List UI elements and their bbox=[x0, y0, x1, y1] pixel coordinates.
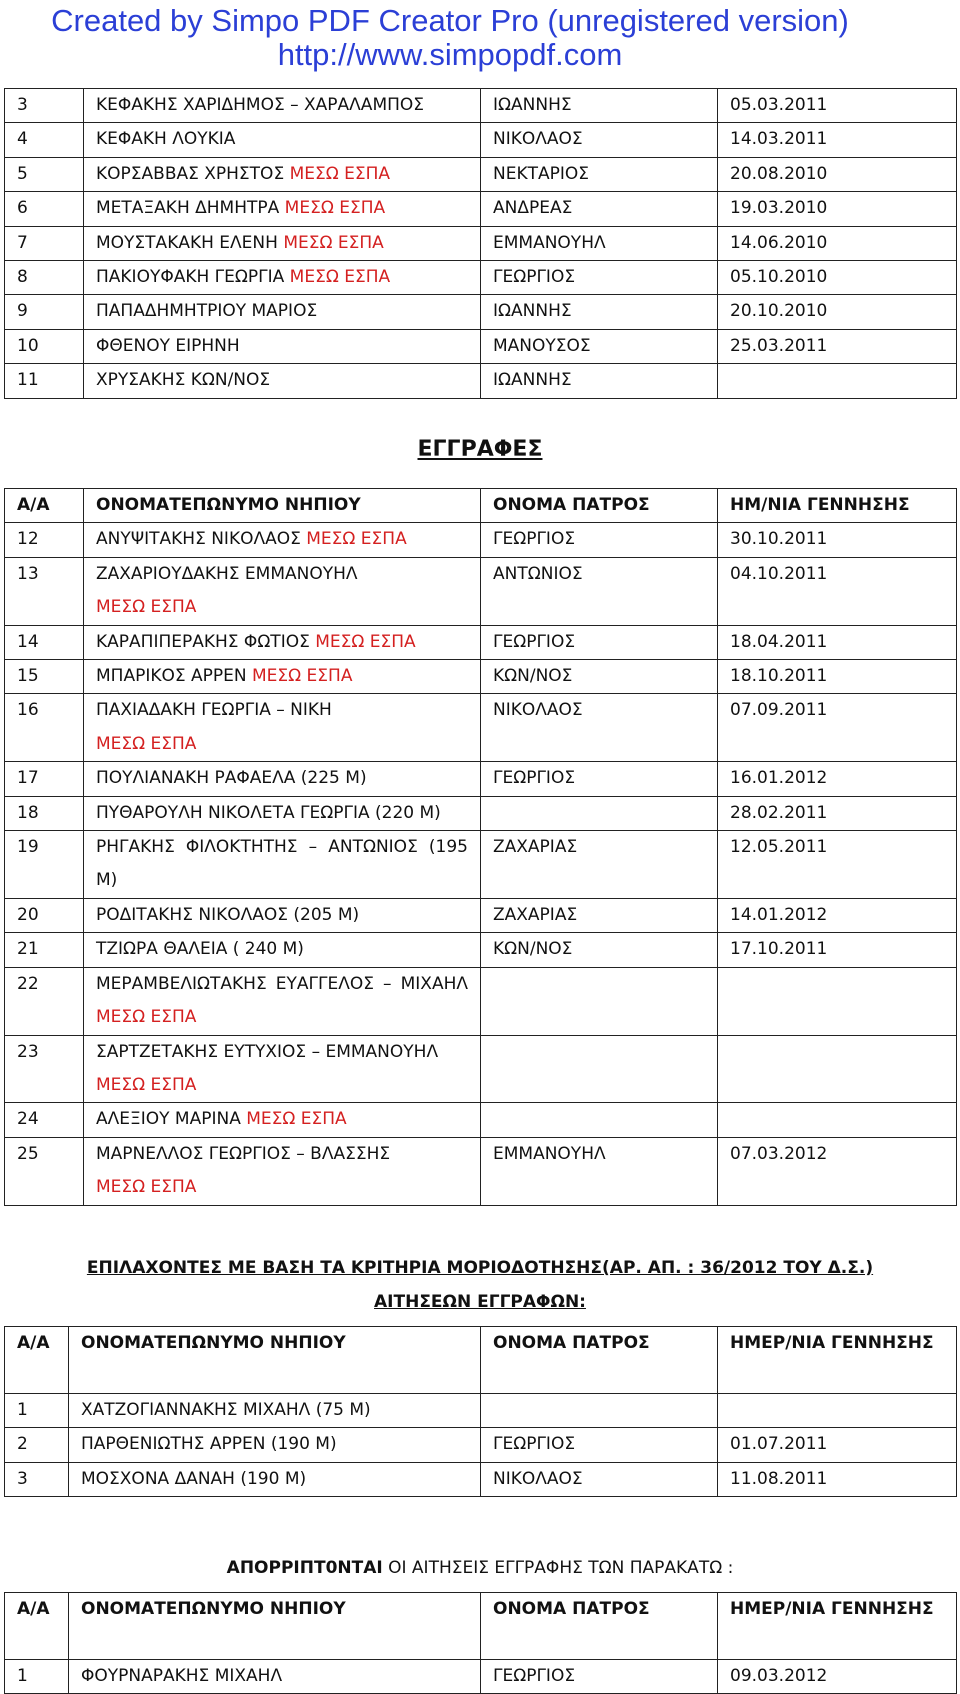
cell-birthdate: 01.07.2011 bbox=[718, 1428, 957, 1462]
cell-birthdate: 30.10.2011 bbox=[718, 523, 957, 557]
cell-aa: 7 bbox=[5, 226, 84, 260]
cell-father bbox=[481, 967, 718, 1035]
cell-birthdate: 05.03.2011 bbox=[718, 89, 957, 123]
table-row bbox=[5, 660, 957, 694]
cell-aa: 2 bbox=[5, 1428, 69, 1462]
cell-name bbox=[84, 557, 481, 625]
col-header-birthdate: ΗΜΕΡ/ΝΙΑ ΓΕΝΝΗΣΗΣ bbox=[718, 1593, 957, 1660]
cell-birthdate: 20.10.2010 bbox=[718, 295, 957, 329]
cell-aa: 16 bbox=[5, 694, 84, 762]
cell-name bbox=[69, 1660, 481, 1694]
cell-birthdate bbox=[718, 967, 957, 1035]
child-name: ΠΑΡΘΕΝΙΩΤΗΣ ΑΡΡΕΝ (190 Μ) bbox=[81, 1434, 337, 1455]
child-name: ΧΑΤΖΟΓΙΑΝΝΑΚΗΣ ΜΙΧΑΗΛ (75 Μ) bbox=[81, 1400, 371, 1420]
cell-father: ΖΑΧΑΡΙΑΣ bbox=[481, 831, 718, 899]
cell-aa: 19 bbox=[5, 831, 84, 899]
child-name: ΡΟΔΙΤΑΚΗΣ ΝΙΚΟΛΑΟΣ (205 Μ) bbox=[96, 904, 360, 925]
rejected-rest: ΟΙ ΑΙΤΗΣΕΙΣ ΕΓΓΡΑΦΗΣ ΤΩΝ ΠΑΡΑΚΑΤΩ : bbox=[382, 1558, 734, 1578]
col-header-father: ΟΝΟΜΑ ΠΑΤΡΟΣ bbox=[481, 1593, 718, 1660]
cell-birthdate: 25.03.2011 bbox=[718, 329, 957, 363]
cell-name bbox=[84, 226, 481, 260]
cell-birthdate: 14.03.2011 bbox=[718, 123, 957, 157]
espa-label: ΜΕΣΩ ΕΣΠΑ bbox=[315, 631, 416, 652]
espa-label: ΜΕΣΩ ΕΣΠΑ bbox=[96, 597, 197, 618]
table-row bbox=[5, 1137, 957, 1205]
cell-father: ΝΙΚΟΛΑΟΣ bbox=[481, 694, 718, 762]
child-name: ΑΛΕΞΙΟΥ ΜΑΡΙΝΑ bbox=[96, 1109, 247, 1130]
cell-father: ΕΜΜΑΝΟΥΗΛ bbox=[481, 226, 718, 260]
cell-name bbox=[84, 1103, 481, 1137]
child-name: ΠΑΚΙΟΥΦΑΚΗ ΓΕΩΡΓΙΑ bbox=[96, 267, 290, 288]
table-row bbox=[5, 295, 957, 329]
cell-birthdate: 12.05.2011 bbox=[718, 831, 957, 899]
espa-label: ΜΕΣΩ ΕΣΠΑ bbox=[96, 733, 197, 754]
child-name: ΜΕΤΑΞΑΚΗ ΔΗΜΗΤΡΑ bbox=[96, 198, 285, 219]
table-row bbox=[5, 226, 957, 260]
cell-birthdate: 14.06.2010 bbox=[718, 226, 957, 260]
cell-name bbox=[69, 1394, 481, 1428]
espa-label: ΜΕΣΩ ΕΣΠΑ bbox=[252, 666, 353, 687]
col-header-aa: Α/Α bbox=[5, 489, 84, 523]
table-row bbox=[5, 364, 957, 398]
cell-father: ΓΕΩΡΓΙΟΣ bbox=[481, 261, 718, 295]
watermark-line2: http://www.simpopdf.com bbox=[277, 37, 623, 72]
cell-aa: 13 bbox=[5, 557, 84, 625]
table-row bbox=[5, 557, 957, 625]
cell-birthdate: 14.01.2012 bbox=[718, 898, 957, 932]
cell-name bbox=[84, 523, 481, 557]
child-name: ΚΕΦΑΚΗ ΛΟΥΚΙΑ bbox=[96, 129, 236, 150]
cell-aa: 4 bbox=[5, 123, 84, 157]
table-row bbox=[5, 123, 957, 157]
cell-birthdate: 05.10.2010 bbox=[718, 261, 957, 295]
table-row bbox=[5, 157, 957, 191]
cell-name bbox=[84, 831, 481, 899]
table-row bbox=[5, 1035, 957, 1103]
cell-aa: 12 bbox=[5, 523, 84, 557]
cell-father: ΖΑΧΑΡΙΑΣ bbox=[481, 898, 718, 932]
espa-label: ΜΕΣΩ ΕΣΠΑ bbox=[283, 232, 384, 253]
cell-birthdate bbox=[718, 364, 957, 398]
cell-aa: 17 bbox=[5, 762, 84, 796]
table-row bbox=[5, 933, 957, 967]
cell-father: ΓΕΩΡΓΙΟΣ bbox=[481, 1660, 718, 1694]
table-row bbox=[5, 192, 957, 226]
cell-birthdate: 07.03.2012 bbox=[718, 1137, 957, 1205]
table-row bbox=[5, 831, 957, 899]
cell-father: ΚΩΝ/ΝΟΣ bbox=[481, 660, 718, 694]
cell-name bbox=[84, 933, 481, 967]
child-name: ΑΝΥΨΙΤΑΚΗΣ ΝΙΚΟΛΑΟΣ bbox=[96, 529, 307, 550]
cell-birthdate: 11.08.2011 bbox=[718, 1462, 957, 1496]
cell-aa: 22 bbox=[5, 967, 84, 1035]
cell-father bbox=[481, 1035, 718, 1103]
child-name: ΚΑΡΑΠΙΠΕΡΑΚΗΣ ΦΩΤΙΟΣ bbox=[96, 631, 316, 652]
cell-birthdate: 04.10.2011 bbox=[718, 557, 957, 625]
cell-name bbox=[84, 364, 481, 398]
child-name: ΣΑΡΤΖΕΤΑΚΗΣ ΕΥΤΥΧΙΟΣ – ΕΜΜΑΝΟΥΗΛ bbox=[96, 1041, 439, 1062]
cell-father: ΓΕΩΡΓΙΟΣ bbox=[481, 523, 718, 557]
cell-aa: 11 bbox=[5, 364, 84, 398]
child-name: ΠΑΧΙΑΔΑΚΗ ΓΕΩΡΓΙΑ – ΝΙΚΗ bbox=[96, 700, 332, 721]
table-row bbox=[5, 625, 957, 659]
espa-label: ΜΕΣΩ ΕΣΠΑ bbox=[284, 198, 386, 219]
cell-name bbox=[84, 967, 481, 1035]
child-name: ΧΡΥΣΑΚΗΣ ΚΩΝ/ΝΟΣ bbox=[96, 370, 271, 391]
child-name: ΚΟΡΣΑΒΒΑΣ ΧΡΗΣΤΟΣ bbox=[96, 163, 290, 184]
cell-name bbox=[84, 660, 481, 694]
cell-aa: 15 bbox=[5, 660, 84, 694]
col-header-father: ΟΝΟΜΑ ΠΑΤΡΟΣ bbox=[481, 489, 718, 523]
cell-name bbox=[84, 1137, 481, 1205]
cell-name bbox=[69, 1428, 481, 1462]
cell-aa: 3 bbox=[5, 89, 84, 123]
col-header-name: ΟΝΟΜΑΤΕΠΩΝΥΜΟ ΝΗΠΙΟΥ bbox=[69, 1327, 481, 1394]
table-row bbox=[5, 1660, 957, 1694]
rejected-label: ΑΠΟΡΡΙΠΤ0ΝΤΑΙ bbox=[226, 1558, 383, 1578]
cell-birthdate: 17.10.2011 bbox=[718, 933, 957, 967]
cell-birthdate bbox=[718, 1394, 957, 1428]
child-name: ΠΥΘΑΡΟΥΛΗ ΝΙΚΟΛΕΤΑ ΓΕΩΡΓΙΑ (220 Μ) bbox=[96, 802, 441, 823]
cell-name bbox=[84, 796, 481, 830]
cell-name bbox=[84, 295, 481, 329]
cell-father: ΕΜΜΑΝΟΥΗΛ bbox=[481, 1137, 718, 1205]
table-row bbox=[5, 1394, 957, 1428]
cell-aa: 6 bbox=[5, 192, 84, 226]
cell-father: ΙΩΑΝΝΗΣ bbox=[481, 295, 718, 329]
espa-label: ΜΕΣΩ ΕΣΠΑ bbox=[289, 163, 391, 184]
child-name: ΚΕΦΑΚΗΣ ΧΑΡΙΔΗΜΟΣ – ΧΑΡΑΛΑΜΠΟΣ bbox=[96, 95, 425, 115]
table-row bbox=[5, 796, 957, 830]
cell-name bbox=[84, 762, 481, 796]
table-row bbox=[5, 898, 957, 932]
cell-father: ΑΝΤΩΝΙΟΣ bbox=[481, 557, 718, 625]
table-row bbox=[5, 694, 957, 762]
col-header-father: ΟΝΟΜΑ ΠΑΤΡΟΣ bbox=[481, 1327, 718, 1394]
child-name: ΡΗΓΑΚΗΣ ΦΙΛΟΚΤΗΤΗΣ – ΑΝΤΩΝΙΟΣ (195 Μ) bbox=[96, 837, 468, 891]
cell-aa: 1 bbox=[5, 1394, 69, 1428]
table-row bbox=[5, 967, 957, 1035]
cell-aa: 18 bbox=[5, 796, 84, 830]
section-title-aporriptontai bbox=[0, 1558, 960, 1578]
cell-birthdate: 19.03.2010 bbox=[718, 192, 957, 226]
cell-birthdate: 20.08.2010 bbox=[718, 157, 957, 191]
cell-birthdate bbox=[718, 1103, 957, 1137]
table-row bbox=[5, 261, 957, 295]
espa-label: ΜΕΣΩ ΕΣΠΑ bbox=[96, 1074, 197, 1095]
espa-label: ΜΕΣΩ ΕΣΠΑ bbox=[289, 267, 391, 288]
section-title-epilaxontes-2: ΑΙΤΗΣΕΩΝ ΕΓΓΡΑΦΩΝ: bbox=[374, 1292, 586, 1312]
cell-name bbox=[84, 89, 481, 123]
watermark-line1: Created by Simpo PDF Creator Pro (unregistered version) bbox=[51, 3, 849, 38]
col-header-birthdate: ΗΜ/ΝΙΑ ΓΕΝΝΗΣΗΣ bbox=[718, 489, 957, 523]
cell-name bbox=[69, 1462, 481, 1496]
cell-birthdate: 18.04.2011 bbox=[718, 625, 957, 659]
cell-name bbox=[84, 898, 481, 932]
cell-aa: 24 bbox=[5, 1103, 84, 1137]
cell-aa: 8 bbox=[5, 261, 84, 295]
cell-father: ΓΕΩΡΓΙΟΣ bbox=[481, 762, 718, 796]
cell-father: ΙΩΑΝΝΗΣ bbox=[481, 364, 718, 398]
child-name: ΜΟΣΧΟΝΑ ΔΑΝΑΗ (190 Μ) bbox=[81, 1468, 307, 1489]
table-row bbox=[5, 1428, 957, 1462]
table-row bbox=[5, 1462, 957, 1496]
cell-birthdate: 28.02.2011 bbox=[718, 796, 957, 830]
col-header-name: ΟΝΟΜΑΤΕΠΩΝΥΜΟ ΝΗΠΙΟΥ bbox=[84, 489, 481, 523]
cell-birthdate: 07.09.2011 bbox=[718, 694, 957, 762]
child-name: ΜΑΡΝΕΛΛΟΣ ΓΕΩΡΓΙΟΣ – ΒΛΑΣΣΗΣ bbox=[96, 1143, 391, 1164]
section-title-eggrafes: ΕΓΓΡΑΦΕΣ bbox=[417, 437, 543, 462]
child-name: ΜΠΑΡΙΚΟΣ ΑΡΡΕΝ bbox=[96, 666, 253, 687]
col-header-aa: Α/Α bbox=[5, 1593, 69, 1660]
cell-birthdate: 18.10.2011 bbox=[718, 660, 957, 694]
cell-father bbox=[481, 796, 718, 830]
child-name: ΠΑΠΑΔΗΜΗΤΡΙΟΥ ΜΑΡΙΟΣ bbox=[96, 301, 318, 322]
cell-aa: 5 bbox=[5, 157, 84, 191]
cell-name bbox=[84, 1035, 481, 1103]
section-title-epilaxontes-1: ΕΠΙΛΑΧΟΝΤΕΣ ΜΕ ΒΑΣΗ ΤΑ ΚΡΙΤΗΡΙΑ ΜΟΡΙΟΔΟΤΗΣΗΣ(ΑΡ. ΑΠ. : 36/2012 ΤΟΥ Δ.Σ.) bbox=[86, 1258, 874, 1278]
child-name: ΠΟΥΛΙΑΝΑΚΗ ΡΑΦΑΕΛΑ (225 Μ) bbox=[96, 768, 367, 789]
cell-name bbox=[84, 123, 481, 157]
cell-name bbox=[84, 192, 481, 226]
cell-aa: 14 bbox=[5, 625, 84, 659]
cell-aa: 23 bbox=[5, 1035, 84, 1103]
cell-aa: 9 bbox=[5, 295, 84, 329]
cell-name bbox=[84, 261, 481, 295]
cell-father: ΙΩΑΝΝΗΣ bbox=[481, 89, 718, 123]
cell-aa: 3 bbox=[5, 1462, 69, 1496]
cell-father: ΝΙΚΟΛΑΟΣ bbox=[481, 1462, 718, 1496]
table-row bbox=[5, 762, 957, 796]
cell-father: ΚΩΝ/ΝΟΣ bbox=[481, 933, 718, 967]
child-name: ΜΕΡΑΜΒΕΛΙΩΤΑΚΗΣ ΕΥΑΓΓΕΛΟΣ – ΜΙΧΑΗΛ bbox=[96, 973, 468, 994]
espa-label: ΜΕΣΩ ΕΣΠΑ bbox=[306, 529, 407, 550]
child-name: ΦΟΥΡΝΑΡΑΚΗΣ ΜΙΧΑΗΛ bbox=[81, 1666, 283, 1686]
col-header-aa: Α/Α bbox=[5, 1327, 69, 1394]
espa-label: ΜΕΣΩ ΕΣΠΑ bbox=[96, 1007, 197, 1028]
cell-father: ΓΕΩΡΓΙΟΣ bbox=[481, 625, 718, 659]
cell-father bbox=[481, 1394, 718, 1428]
cell-birthdate: 16.01.2012 bbox=[718, 762, 957, 796]
cell-name bbox=[84, 157, 481, 191]
cell-father: ΓΕΩΡΓΙΟΣ bbox=[481, 1428, 718, 1462]
espa-label: ΜΕΣΩ ΕΣΠΑ bbox=[96, 1177, 197, 1198]
cell-father: ΑΝΔΡΕΑΣ bbox=[481, 192, 718, 226]
cell-aa: 20 bbox=[5, 898, 84, 932]
col-header-name: ΟΝΟΜΑΤΕΠΩΝΥΜΟ ΝΗΠΙΟΥ bbox=[69, 1593, 481, 1660]
children-table-top bbox=[4, 88, 957, 399]
child-name: ΖΑΧΑΡΙΟΥΔΑΚΗΣ ΕΜΜΑΝΟΥΗΛ bbox=[96, 563, 358, 584]
col-header-birthdate: ΗΜΕΡ/ΝΙΑ ΓΕΝΝΗΣΗΣ bbox=[718, 1327, 957, 1394]
cell-father: ΝΙΚΟΛΑΟΣ bbox=[481, 123, 718, 157]
cell-name bbox=[84, 329, 481, 363]
cell-birthdate: 09.03.2012 bbox=[718, 1660, 957, 1694]
cell-father: ΝΕΚΤΑΡΙΟΣ bbox=[481, 157, 718, 191]
cell-aa: 10 bbox=[5, 329, 84, 363]
cell-name bbox=[84, 625, 481, 659]
rejected-table bbox=[4, 1592, 957, 1694]
cell-aa: 25 bbox=[5, 1137, 84, 1205]
cell-father: ΜΑΝΟΥΣΟΣ bbox=[481, 329, 718, 363]
child-name: ΦΘΕΝΟΥ ΕΙΡΗΝΗ bbox=[96, 335, 240, 356]
runners-up-table bbox=[4, 1326, 957, 1497]
table-row bbox=[5, 329, 957, 363]
child-name: ΜΟΥΣΤΑΚΑΚΗ ΕΛΕΝΗ bbox=[96, 232, 284, 253]
table-row bbox=[5, 523, 957, 557]
cell-name bbox=[84, 694, 481, 762]
table-row bbox=[5, 89, 957, 123]
table-row bbox=[5, 1103, 957, 1137]
enrollments-table bbox=[4, 488, 957, 1206]
cell-aa: 21 bbox=[5, 933, 84, 967]
child-name: ΤΖΙΩΡΑ ΘΑΛΕΙΑ ( 240 Μ) bbox=[96, 939, 304, 960]
cell-birthdate bbox=[718, 1035, 957, 1103]
cell-aa: 1 bbox=[5, 1660, 69, 1694]
cell-father bbox=[481, 1103, 718, 1137]
espa-label: ΜΕΣΩ ΕΣΠΑ bbox=[246, 1109, 347, 1130]
